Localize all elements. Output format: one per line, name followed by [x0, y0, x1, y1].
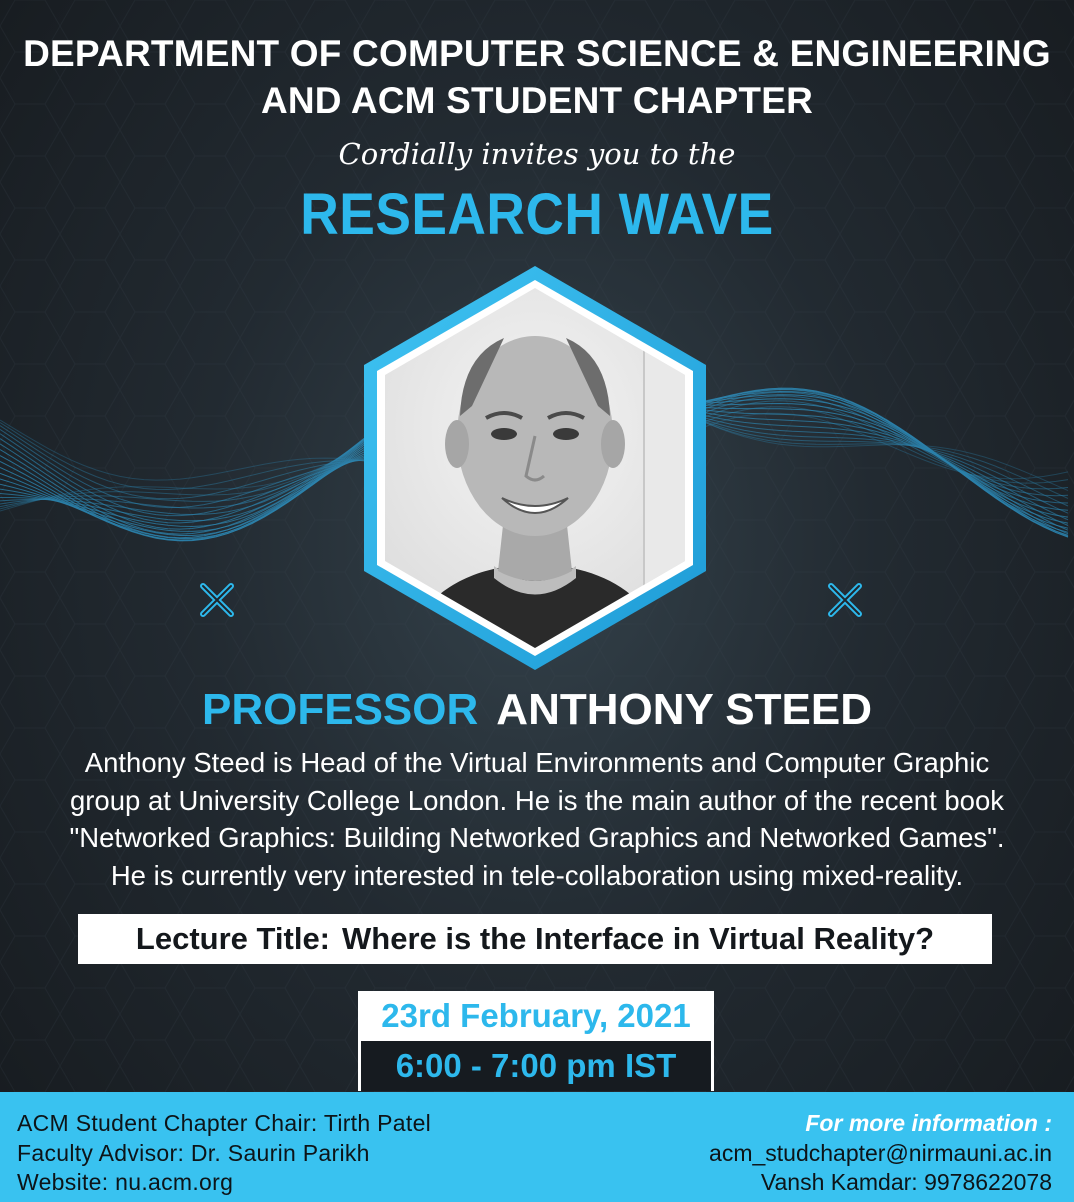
- cross-icon: [197, 580, 237, 620]
- event-date: 23rd February, 2021: [358, 991, 714, 1041]
- bio-line: group at University College London. He is the main author of the recent book: [69, 784, 1005, 816]
- speaker-title: PROFESSOR: [202, 685, 479, 734]
- invitation-text: Cordially invites you to the: [338, 137, 736, 171]
- more-info-label: For more information :: [805, 1110, 1052, 1136]
- lecture-title-box: [78, 914, 992, 964]
- speaker-heading: [0, 682, 1074, 738]
- cross-icon: [825, 580, 865, 620]
- bio-line: Anthony Steed is Head of the Virtual Environments and Computer Graphic: [84, 747, 990, 778]
- bio-line: "Networked Graphics: Building Networked Graphics and Networked Games".: [69, 822, 1005, 853]
- lecture-title: Where is the Interface in Virtual Reality?: [342, 921, 935, 956]
- contact-phone: Vansh Kamdar: 9978622078: [760, 1169, 1052, 1195]
- department-line-1: DEPARTMENT OF COMPUTER SCIENCE & ENGINEERING: [23, 33, 1051, 74]
- speaker-portrait: [354, 266, 716, 670]
- bio-line: He is currently very interested in tele-collaboration using mixed-reality.: [110, 859, 964, 891]
- event-title: RESEARCH WAVE: [300, 182, 774, 247]
- speaker-name: ANTHONY STEED: [496, 685, 872, 734]
- event-time-box: [358, 1041, 714, 1091]
- speaker-bio: [10, 744, 1064, 894]
- contact-email: acm_studchapter@nirmauni.ac.in: [709, 1140, 1052, 1166]
- website: Website: nu.acm.org: [17, 1169, 234, 1195]
- department-line-2: AND ACM STUDENT CHAPTER: [260, 80, 814, 121]
- faculty-advisor: Faculty Advisor: Dr. Saurin Parikh: [17, 1140, 370, 1166]
- lecture-label: Lecture Title:: [135, 921, 331, 956]
- chapter-chair: ACM Student Chapter Chair: Tirth Patel: [17, 1110, 432, 1136]
- event-time: 6:00 - 7:00 pm IST: [361, 1041, 711, 1091]
